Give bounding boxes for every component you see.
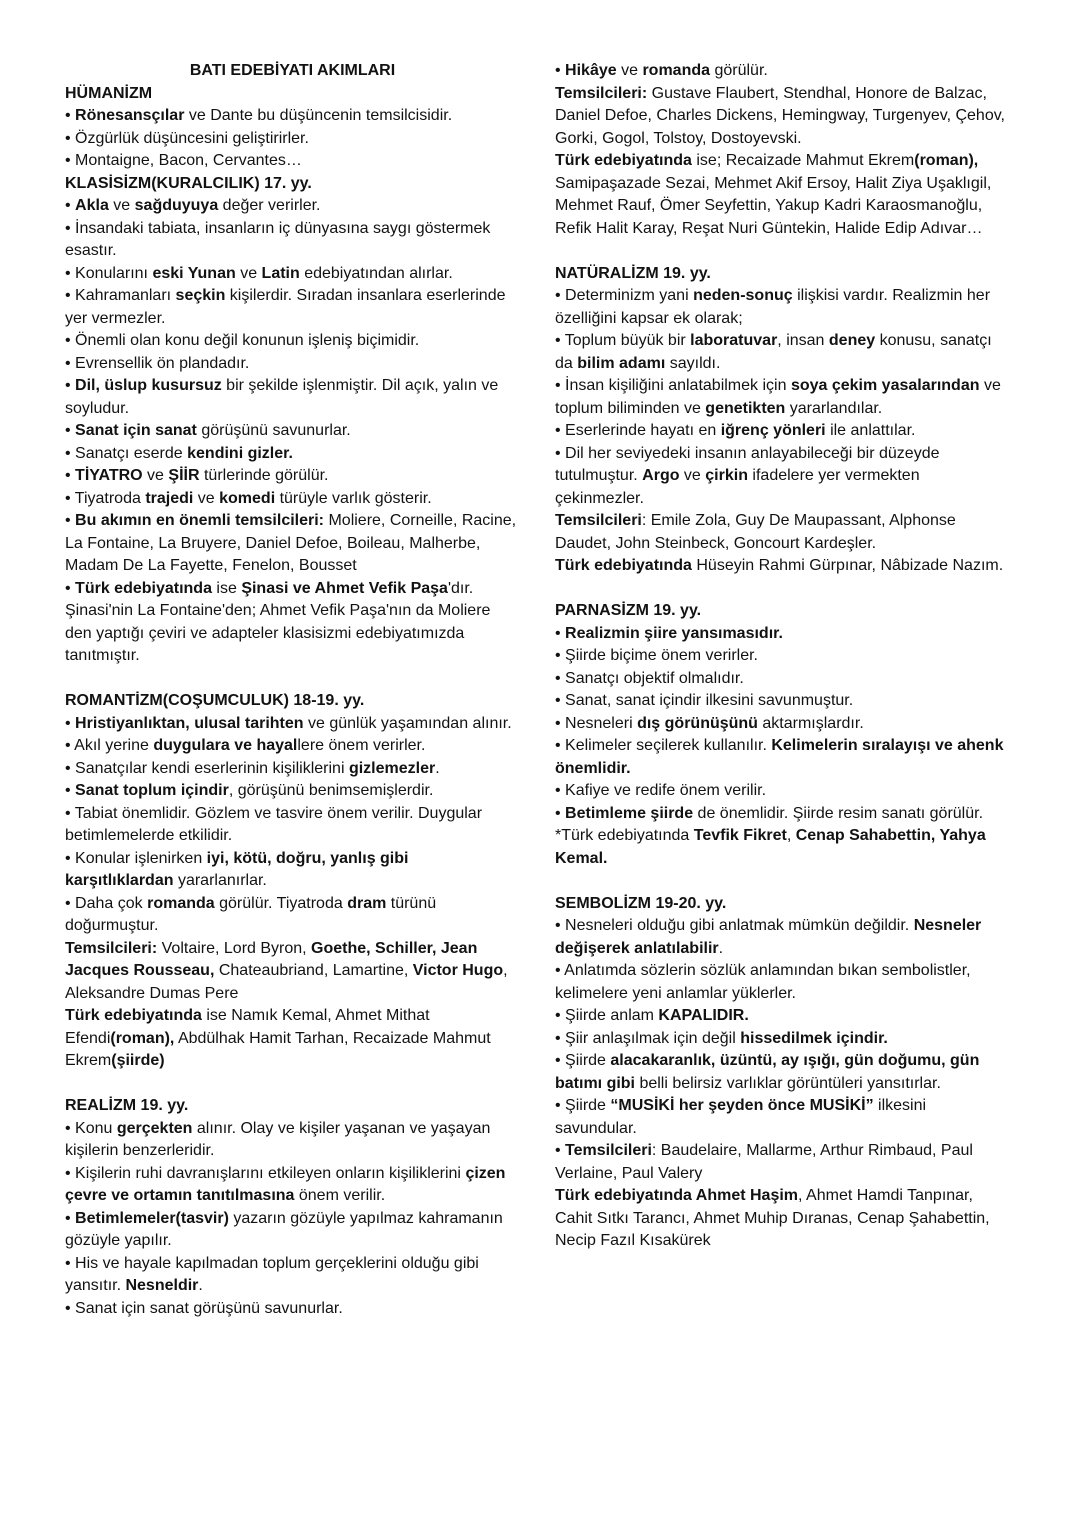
text: ise; Recaizade Mahmut Ekrem [691,152,915,169]
text: • Konular işlenirken [65,849,207,867]
text: NATÜRALİZM 19. yy. [555,264,711,282]
blank-line [555,578,1010,601]
text: ise Namık Kemal, Ahmet Mithat Efendi [65,1007,430,1047]
bold-text: iğrenç yönleri [720,422,826,439]
bullet-line [65,105,520,128]
bold-text: Temsilcileri: [65,939,158,957]
text: ve [142,467,169,484]
bullet-line [65,780,520,803]
text: • [65,782,76,799]
text: edebiyatından alırlar. [299,264,453,282]
text: ile anlattılar. [825,422,916,439]
bullet-line [65,218,520,263]
text: Samipaşazade Sezai, Mehmet Akif Ersoy, Halit Ziya Uşaklıgil, Mehmet Rauf, Ömer Seyfettin, Yakup Kadri Karaosmanoğlu, Refik Halit Karay, Reşat Nuri Güntekin, Halide Edip Adıvar… [555,174,992,237]
paragraph-line [65,938,520,1006]
bullet-line [65,1298,520,1321]
bullet-line [65,803,520,848]
text: ve [679,467,706,484]
bold-text: TİYATRO [75,467,143,484]
paragraph-line [555,1185,1010,1253]
text: ise [211,579,242,597]
bullet-line [65,510,520,578]
paragraph-line [555,83,1010,151]
text: • [65,714,76,732]
bold-text: eski Yunan [152,264,236,282]
section-heading [555,263,1010,286]
text: • Sanatçı objektif olmalıdır. [555,669,744,687]
bold-text: romanda [147,894,215,912]
bold-text: (roman), [914,152,979,169]
paragraph-line [555,555,1010,578]
section-heading [65,83,520,106]
text: • Sanatçılar kendi eserlerinin kişiliklerini [65,759,349,777]
text: HÜMANİZM [65,84,153,102]
bullet-line [555,443,1010,511]
text: türünü doğurmuştur. [65,894,437,934]
text: • [65,377,76,394]
bold-text: çirkin [705,467,748,484]
bold-text: Argo [642,467,680,484]
bullet-line [555,1140,1010,1185]
text: • Şiirde [555,1052,611,1069]
bullet-line [65,1163,520,1208]
text: • [65,467,76,484]
bold-text: gerçekten [116,1119,193,1137]
text: değer verirler. [218,197,321,214]
bold-text: Dil, üslup kusursuz [75,377,222,394]
text: aktarmışlardır. [757,714,864,732]
text: , görüşünü benimsemişlerdir. [228,782,434,799]
text: yararlandılar. [785,399,883,417]
text: , Aleksandre Dumas Pere [65,962,508,1002]
text: • Kişilerin ruhi davranışlarını etkileyen onların kişiliklerini [65,1164,466,1182]
text: alınır. Olay ve kişiler yaşanan ve yaşayan kişilerin benzerleridir. [65,1119,491,1159]
bullet-line [65,150,520,173]
text: türüyle varlık gösterir. [275,489,432,507]
bullet-line [65,443,520,466]
text: ROMANTİZM(COŞUMCULUK) 18-19. yy. [65,692,365,709]
text: • Önemli olan konu değil konunun işleniş biçimidir. [65,332,420,349]
bullet-line [65,285,520,330]
bold-text: Türk edebiyatında [555,557,692,574]
text: • [555,624,566,642]
bullet-line [555,735,1010,780]
bullet-line [65,713,520,736]
text: • [65,197,76,214]
text: • Şiir anlaşılmak için değil [555,1029,741,1047]
bold-text: gizlemezler [348,759,436,777]
bold-text: Realizmin şiire yansımasıdır. [565,624,783,642]
bullet-line [555,668,1010,691]
bold-text: Latin [261,264,300,282]
text: de önemlidir. Şiirde resim sanatı görülür. [693,804,984,822]
bullet-line [65,488,520,511]
bullet-line [65,263,520,286]
blank-line [555,240,1010,263]
bold-text: Türk edebiyatında Ahmet Haşim [555,1187,799,1204]
bold-text: Türk edebiyatında [65,1007,202,1024]
bold-text: dram [347,894,387,912]
bold-text: Temsilcileri: [555,84,648,102]
bullet-line [65,848,520,893]
text: • Montaigne, Bacon, Cervantes… [65,152,302,169]
paragraph-line [555,150,1010,240]
bold-text: (şiirde) [111,1052,165,1069]
bold-text: “MUSİKİ her şeyden önce MUSİKİ” [610,1097,874,1114]
text: PARNASİZM 19. yy. [555,602,702,619]
text: kişilerdir. Sıradan insanlara eserlerinde yer vermezler. [65,287,506,327]
bold-text: ŞİİR [168,467,200,484]
section-heading [65,690,520,713]
bullet-line [65,195,520,218]
bullet-line [555,1095,1010,1140]
text: : Emile Zola, Guy De Maupassant, Alphonse Daudet, John Steinbeck, Goncourt Kardeşler. [555,512,956,552]
bullet-line [555,1050,1010,1095]
text: belli belirsiz varlıklar görüntüleri yansıtırlar. [635,1074,941,1092]
text: Abdülhak Hamit Tarhan, Recaizade Mahmut Ekrem [65,1029,491,1069]
text: • Eserlerinde hayatı en [555,422,721,439]
bold-text: Türk edebiyatında [75,579,212,597]
text: KLASİSİZM(KURALCILIK) 17. yy. [65,174,312,192]
text: • [65,422,76,439]
text: • [555,1142,566,1159]
bullet-line [555,285,1010,330]
bullet-line [555,690,1010,713]
text: • [555,804,566,822]
text: • Akıl yerine [65,737,154,754]
document-title: BATI EDEBİYATI AKIMLARI [189,62,396,79]
section-heading [65,173,520,196]
text: • Sanatçı eserde [65,444,188,462]
bold-text: neden-sonuç [693,287,793,304]
text: Hüseyin Rahmi Gürpınar, Nâbizade Nazım. [691,557,1004,574]
text: • [65,107,76,124]
bullet-line [555,713,1010,736]
text: • Toplum büyük bir [555,332,691,349]
text: • Nesneleri olduğu gibi anlatmak mümkün değildir. [555,917,914,934]
text: • Kelimeler seçilerek kullanılır. [555,737,772,754]
text: • Tabiat önemlidir. Gözlem ve tasvire önem verilir. Duygular betimlemelerde etkilidir. [65,804,483,844]
text: ve [193,489,220,507]
text: • Şiirde anlam [555,1007,659,1024]
bold-text: Rönesansçılar [75,107,185,124]
bullet-line [555,1028,1010,1051]
text: . [198,1277,203,1294]
text: ve [108,197,135,214]
text: , [786,827,796,844]
bullet-line [65,330,520,353]
bullet-line [555,1005,1010,1028]
bullet-line [65,128,520,151]
bold-text: bilim adamı [577,354,666,372]
left-column [65,60,520,1320]
bold-text: Kelimelerin sıralayışı ve ahenk önemlidir. [555,737,1004,777]
text: , Ahmet Hamdi Tanpınar, Cahit Sıtkı Tarancı, Ahmet Muhip Dıranas, Cenap Şahabettin, Necip Fazıl Kısakürek [555,1187,990,1249]
text: görüşünü savunurlar. [196,422,351,439]
text: ilişkisi vardır. Realizmin her özelliğini kapsar ek olarak; [555,287,991,327]
text: • Nesneleri [555,714,638,732]
bold-text: Nesneler değişerek anlatılabilir [555,917,982,957]
text: lere önem verirler. [297,737,426,754]
bold-text: KAPALIDIR. [658,1007,749,1024]
blank-line [65,1073,520,1096]
bullet-line [555,623,1010,646]
text: konusu, sanatçı da [555,332,992,372]
bold-text: laboratuvar [690,332,778,349]
blank-line [65,668,520,691]
bold-text: deney [828,332,876,349]
text: yararlanırlar. [173,872,267,889]
text: ve günlük yaşamından alınır. [303,714,512,732]
text: • Dil her seviyedeki insanın anlayabileceği bir düzeyde tutulmuştur. [555,444,940,484]
text: • İnsan kişiliğini anlatabilmek için [555,377,791,394]
bullet-line [65,893,520,938]
bullet-line [65,465,520,488]
bold-text: Victor Hugo [412,962,504,979]
paragraph-line [555,825,1010,870]
bold-text: Türk edebiyatında [555,152,692,169]
text: sayıldı. [665,354,721,372]
text: yazarın gözüyle yapılmaz kahramanın gözüyle yapılır. [65,1209,503,1249]
text: • Şiirde [555,1097,611,1114]
text: ilkesini savundular. [555,1097,927,1137]
bold-text: genetikten [705,399,786,417]
text: • Sanat için sanat görüşünü savunurlar. [65,1299,343,1317]
text: ve [235,264,262,282]
bold-text: seçkin [175,287,226,304]
text: • Konu [65,1119,117,1137]
text: • Evrensellik ön plandadır. [65,354,250,372]
bold-text: Betimlemeler(tasvir) [75,1209,229,1227]
bullet-line [555,960,1010,1005]
bullet-line [555,330,1010,375]
two-column-layout [65,60,1045,1320]
bullet-line [555,915,1010,960]
bold-text: trajedi [145,489,194,507]
text: • Tiyatroda [65,489,146,507]
text: *Türk edebiyatında [555,827,694,844]
bold-text: Sanat için sanat [75,422,197,439]
text: • Özgürlük düşüncesini geliştirirler. [65,129,309,147]
bullet-line [555,375,1010,420]
bold-text: Goethe, Schiller, Jean Jacques Rousseau, [65,939,478,979]
text: SEMBOLİZM 19-20. yy. [555,894,727,912]
bold-text: duygulara ve hayal [153,737,298,754]
text: ifadelere yer vermekten çekinmezler. [555,467,920,507]
text: görülür. Tiyatroda [214,894,348,912]
text: • [65,512,76,529]
text: . [718,939,724,957]
text: • [65,1209,76,1227]
blank-line [555,870,1010,893]
bold-text: Hikâye [565,62,617,79]
text: • Şiirde biçime önem verirler. [555,647,758,664]
text: bir şekilde işlenmiştir. Dil açık, yalın ve soyludur. [65,377,499,417]
bold-text: soya çekim yasalarından [790,377,980,394]
bold-text: sağduyuya [134,197,219,214]
bullet-line [65,1253,520,1298]
text: • Kafiye ve redife önem verilir. [555,782,767,799]
text: • [555,62,566,79]
bullet-line [65,353,520,376]
bold-text: komedi [219,489,276,507]
bullet-line [555,803,1010,826]
bold-text: alacakaranlık, üzüntü, ay ışığı, gün doğumu, gün batımı gibi [555,1052,980,1092]
bold-text: Tevfik Fikret [693,827,787,844]
paragraph-line [555,510,1010,555]
bold-text: Akla [75,197,109,214]
bullet-line [65,1208,520,1253]
bullet-line [65,758,520,781]
text: • Sanat, sanat içindir ilkesini savunmuştur. [555,692,854,709]
text: • Konularını [65,264,153,282]
text: REALİZM 19. yy. [65,1097,189,1114]
text: Gustave Flaubert, Stendhal, Honore de Balzac, Daniel Defoe, Charles Dickens, Hemingway, Turgenyev, Çehov, Gorki, Gogol, Tolstoy, Dostoyevski. [555,84,1005,147]
bold-text: Betimleme şiirde [565,804,694,822]
text: görülür. [710,62,768,79]
section-heading [555,600,1010,623]
bullet-line [555,420,1010,443]
text: ve toplum biliminden ve [555,377,1001,417]
text: • İnsandaki tabiata, insanların iç dünyasına saygı göstermek esastır. [65,219,491,259]
bold-text: Hristiyanlıktan, ulusal tarihten [75,714,304,732]
bold-text: Sanat toplum içindir [75,782,229,799]
paragraph-line [65,1005,520,1073]
text: • Kahramanları [65,287,176,304]
text: ve [616,62,643,79]
section-heading [65,1095,520,1118]
bullet-line [65,420,520,443]
bold-text: iyi, kötü, doğru, yanlış gibi karşıtlıklardan [65,849,409,889]
text: • [65,579,76,597]
text: türlerinde görülür. [199,467,329,484]
bold-text: Bu akımın en önemli temsilcileri: [75,512,325,529]
text: • Anlatımda sözlerin sözlük anlamından bıkan sembolistler, kelimelere yeni anlamlar yüklerler. [555,962,971,1002]
text: 'dır. Şinasi'nin La Fontaine'den; Ahmet Vefik Paşa'nın da Moliere den yaptığı çeviri ve adapteler klasisizmi edebiyatımızda tanıtmıştır. [65,579,491,664]
bullet-line [65,735,520,758]
bold-text: çizen çevre ve ortamın tanıtılmasına [65,1164,506,1204]
bullet-line [65,578,520,668]
bullet-line [555,780,1010,803]
bold-text: Cenap Sahabettin, Yahya Kemal. [555,827,986,867]
bold-text: (roman), [110,1029,175,1047]
text: • Determinizm yani [555,287,694,304]
bold-text: hissedilmek içindir. [740,1029,888,1047]
section-heading [555,893,1010,916]
text: Chateaubriand, Lamartine, [214,962,413,979]
text: ve Dante bu düşüncenin temsilcisidir. [184,107,453,124]
bullet-line [555,60,1010,83]
text: • Daha çok [65,894,148,912]
bold-text: dış görünüşünü [637,714,758,732]
bold-text: Temsilcileri [565,1142,652,1159]
bold-text: Temsilcileri [555,512,642,529]
bullet-line [555,645,1010,668]
text: : Baudelaire, Mallarme, Arthur Rimbaud, Paul Verlaine, Paul Valery [555,1142,973,1182]
bold-text: romanda [642,62,711,79]
bullet-line [65,1118,520,1163]
text: • His ve hayale kapılmadan toplum gerçeklerini olduğu gibi yansıtır. [65,1254,479,1294]
bold-text: kendini gizler. [187,444,293,462]
text: . [435,759,440,777]
right-column [555,60,1010,1253]
text: Voltaire, Lord Byron, [157,939,312,957]
text: , insan [777,332,829,349]
text: önem verilir. [294,1187,386,1204]
bold-text: Nesneldir [125,1277,199,1294]
bold-text: Şinasi ve Ahmet Vefik Paşa [241,579,448,597]
bullet-line [65,375,520,420]
text: Moliere, Corneille, Racine, La Fontaine, La Bruyere, Daniel Defoe, Boileau, Malherbe, Madam De La Fayette, Fenelon, Bousset [65,512,517,574]
